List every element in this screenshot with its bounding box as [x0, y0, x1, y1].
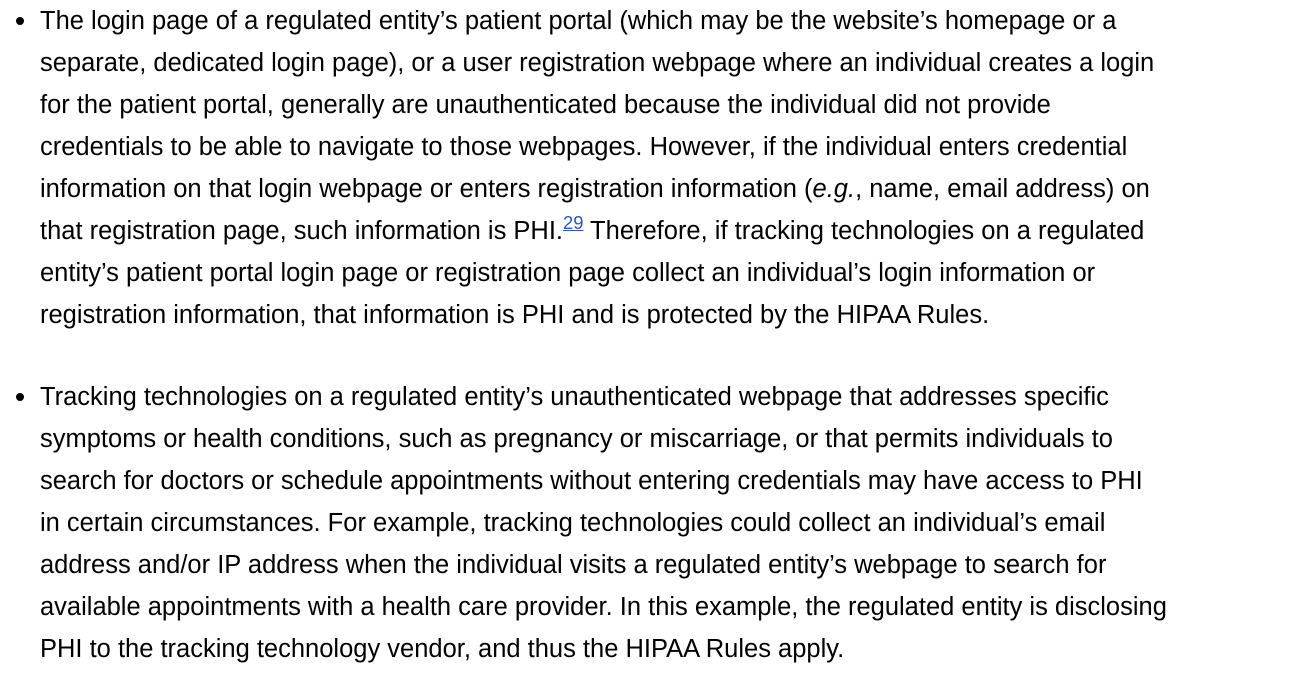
paragraph-login-page	[40, 0, 1284, 336]
text-line: The login page of a regulated entity’s patient portal (which may be the website’s homepage or a	[40, 7, 1117, 35]
text-line: symptoms or health conditions, such as pregnancy or miscarriage, or that permits individuals to	[40, 425, 1113, 453]
text-line: credentials to be able to navigate to those webpages. However, if the individual enters credential	[40, 133, 1128, 161]
text-line: available appointments with a health care provider. In this example, the regulated entity is disclosing	[40, 593, 1167, 621]
footnote-link-29[interactable]: 29	[563, 211, 584, 233]
text-line: in certain circumstances. For example, tracking technologies could collect an individual’s email	[40, 509, 1106, 537]
footnote-ref	[563, 212, 583, 233]
text-line: search for doctors or schedule appointments without entering credentials may have access to PHI	[40, 467, 1143, 495]
text-line	[40, 168, 1284, 210]
text-line: registration information, that information is PHI and is protected by the HIPAA Rules.	[40, 301, 990, 329]
text-line: entity’s patient portal login page or registration page collect an individual’s login information or	[40, 259, 1096, 287]
bullet-item-unauthenticated-webpage	[0, 376, 1284, 670]
text-line: address and/or IP address when the individual visits a regulated entity’s webpage to search for	[40, 551, 1107, 579]
text-line	[40, 210, 1284, 252]
text-line: Tracking technologies on a regulated entity’s unauthenticated webpage that addresses specific	[40, 383, 1109, 411]
text-line: for the patient portal, generally are unauthenticated because the individual did not provide	[40, 91, 1051, 119]
emphasis-eg: e.g.	[812, 175, 856, 203]
bullet-dot	[16, 393, 24, 401]
bullet-item-login-page	[0, 0, 1284, 336]
text-line: PHI to the tracking technology vendor, and thus the HIPAA Rules apply.	[40, 635, 845, 663]
bullet-dot	[16, 17, 24, 25]
paragraph-unauthenticated-webpage	[40, 376, 1284, 670]
text-segment: that registration page, such information is PHI.	[40, 217, 564, 245]
text-line: separate, dedicated login page), or a user registration webpage where an individual creates a login	[40, 49, 1155, 77]
text-segment: , name, email address) on	[855, 175, 1150, 203]
text-segment: Therefore, if tracking technologies on a regulated	[583, 217, 1145, 245]
text-segment: information on that login webpage or enters registration information (	[40, 175, 813, 203]
